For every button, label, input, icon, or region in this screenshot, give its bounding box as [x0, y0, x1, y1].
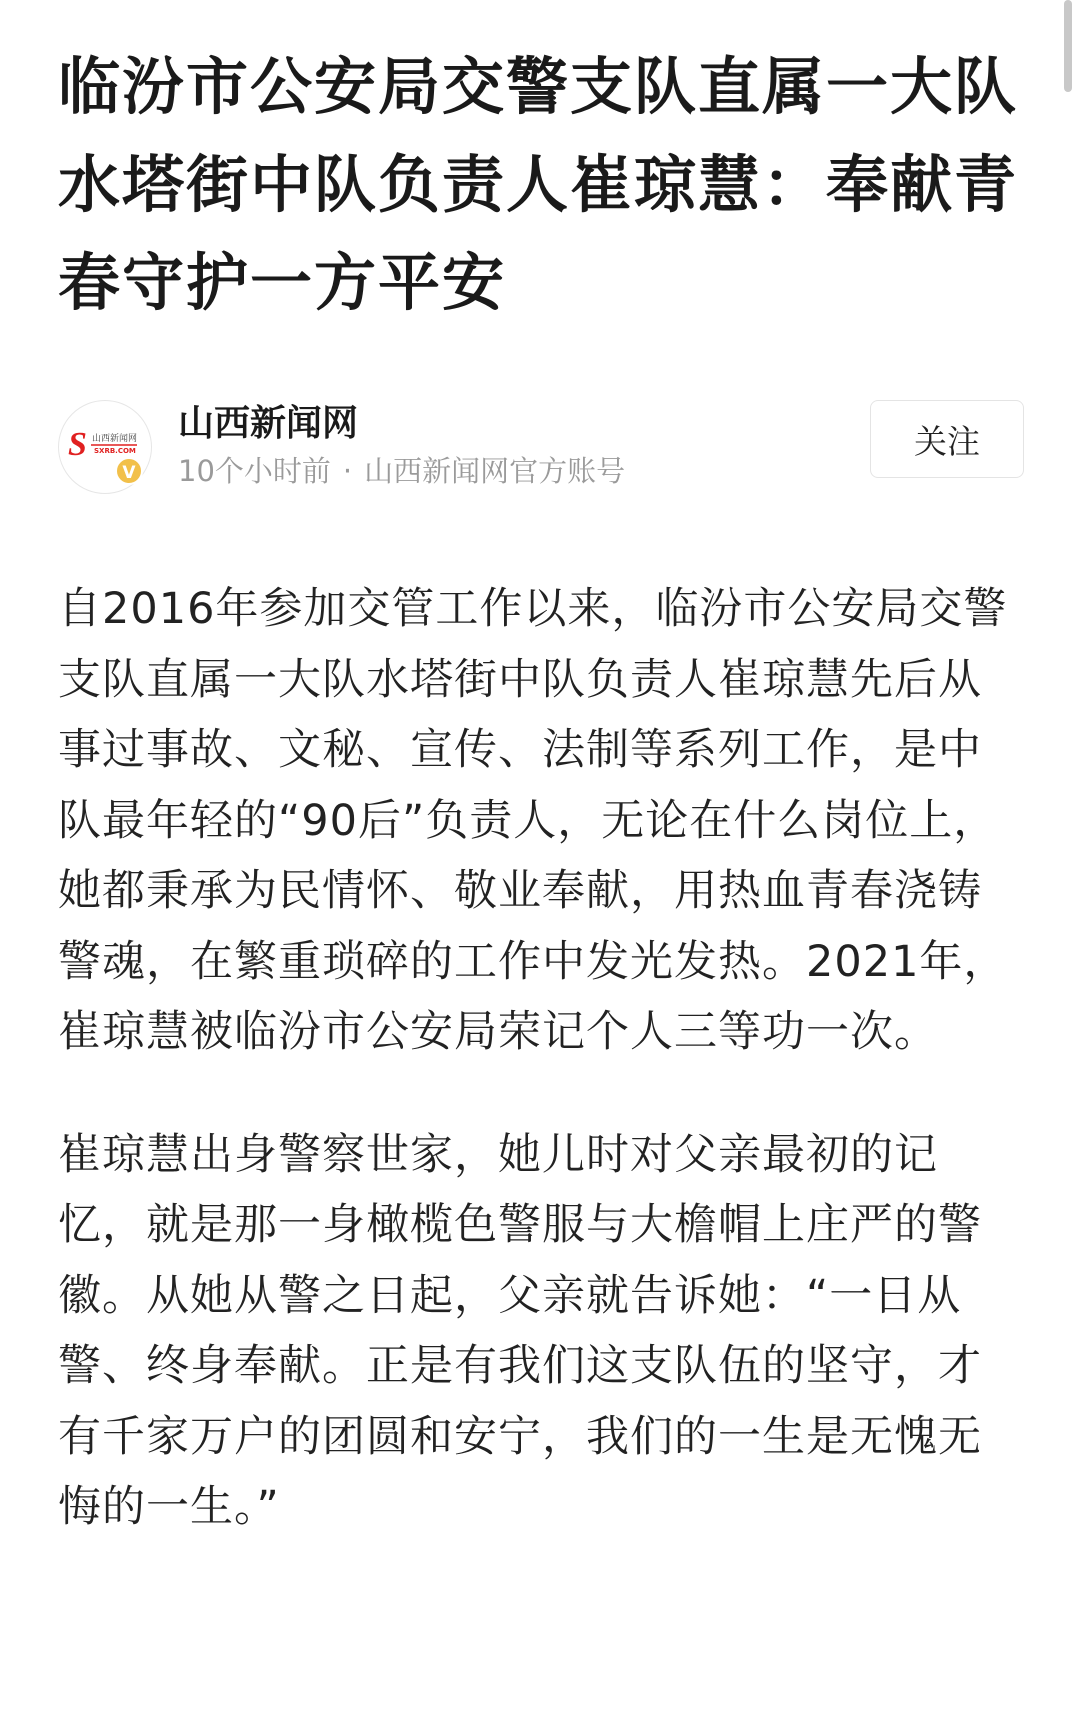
scrollbar[interactable]	[1064, 0, 1072, 92]
author-row	[58, 400, 1024, 498]
article-paragraph: 崔琼慧出身警察世家，她儿时对父亲最初的记忆，就是那一身橄榄色警服与大檐帽上庄严的警徽。从她从警之日起，父亲就告诉她：“一日从警、终身奉献。正是有我们这支队伍的坚守，才有千家万户的团圆和安宁，我们的一生是无愧无悔的一生。”	[58, 1129, 982, 1532]
sxrb-logo-icon	[59, 401, 151, 493]
article-title: 临汾市公安局交警支队直属一大队水塔街中队负责人崔琼慧：奉献青春守护一方平安	[58, 50, 1019, 319]
verified-badge-text: V	[122, 463, 136, 483]
author-avatar[interactable]	[58, 400, 152, 494]
author-meta	[178, 402, 625, 490]
meta-separator: ·	[342, 454, 353, 488]
article	[58, 38, 1024, 1543]
article-paragraph: 自2016年参加交管工作以来，临汾市公安局交警支队直属一大队水塔街中队负责人崔琼慧先后从事过事故、文秘、宣传、法制等系列工作，是中队最年轻的“90后”负责人，无论在什么岗位上，她都秉承为民情怀、敬业奉献，用热血青春浇铸警魂，在繁重琐碎的工作中发光发热。2021年，崔琼慧被临汾市公安局荣记个人三等功一次。	[58, 584, 1008, 1057]
publish-time: 10个小时前	[178, 454, 331, 488]
svg-text:S: S	[68, 426, 87, 463]
account-type: 山西新闻网官方账号	[364, 454, 626, 488]
author-subline	[178, 452, 625, 490]
follow-button[interactable]: 关注	[870, 400, 1024, 478]
avatar-logo-sub: SXRB.COM	[94, 447, 136, 455]
avatar-logo-text: 山西新闻网	[92, 434, 138, 444]
author-name[interactable]: 山西新闻网	[178, 403, 359, 444]
